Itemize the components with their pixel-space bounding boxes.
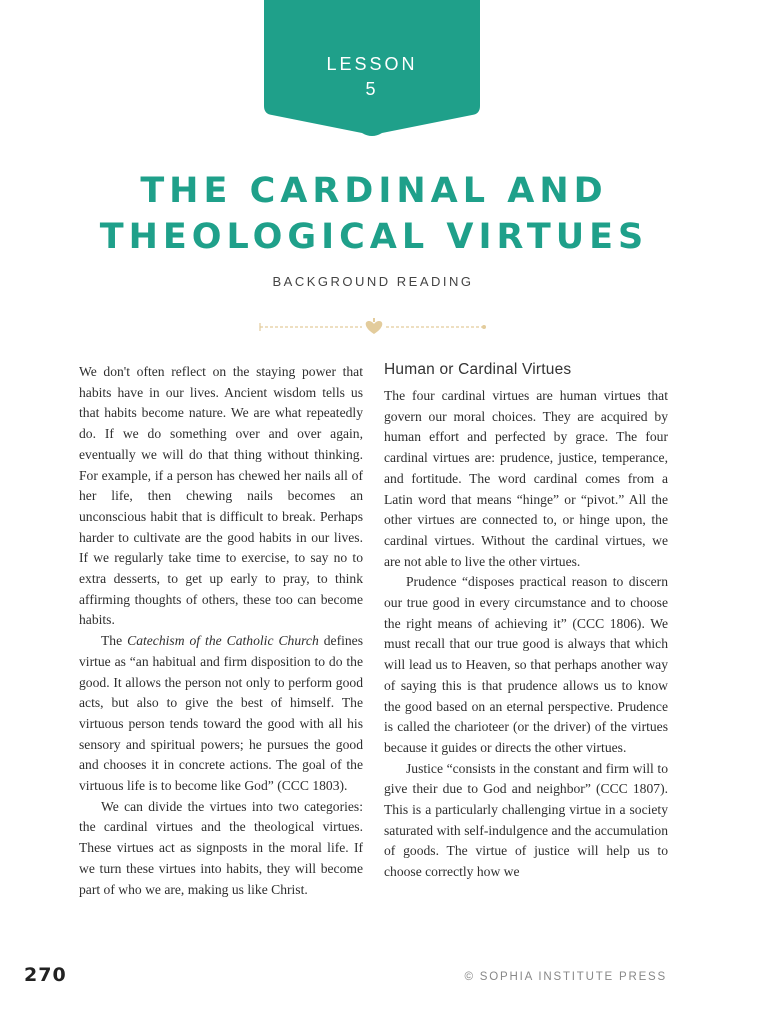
left-paragraph-2-lead: The: [101, 633, 128, 649]
ornamental-divider: [258, 318, 490, 336]
heart-icon: [366, 318, 383, 334]
page-number: 270: [24, 964, 67, 986]
catechism-title: Catechism of the Catholic Church: [127, 633, 319, 649]
left-paragraph-3: We can divide the virtues into two categories: the cardinal virtues and the theological virtues. These virtues act as signposts in the moral life. If we turn these virtues into habits, they will become part of who we are, making us like Christ.: [79, 798, 363, 897]
left-paragraph-1: We don't often reflect on the staying power that habits have in our lives. Ancient wisdom tells us that habits become nature. We are what repeatedly do. If we do something over and over again, eventually we will do that thing without thinking. For example, if a person has chewed her nails all of her life, then chewing nails becomes an unconscious habit that is difficult to break. Perhaps harder to cultivate are the good habits in our lives. If we regularly take time to exercise, to say no to extra desserts, to get up early to pray, to think affirming thoughts of others, these too can become habits.: [79, 364, 363, 628]
left-column: [79, 362, 363, 900]
right-paragraph-2: Prudence “disposes practical reason to discern our true good in every circumstance and to choose the right means of achieving it” (CCC 1806). We must recall that our true good is always that which will lead us to Heaven, so that perhaps another way of saying this is that prudence allows us to know the good based on an eternal perspective. Prudence is called the charioteer (or the driver) of the virtues because it guides or directs the other virtues.: [384, 574, 668, 755]
page-subtitle: BACKGROUND READING: [272, 274, 474, 289]
lesson-badge: [264, 0, 480, 138]
right-paragraph-1: The four cardinal virtues are human virtues that govern our moral choices. They are acquired by human effort and perfected by grace. The four cardinal virtues are: prudence, justice, temperance, and fortitude. The word cardinal comes from a Latin word that means “hinge” or “pivot.” All the other virtues are connected to, or hinge upon, the cardinal virtues. Without the cardinal virtues, we are not able to live the other virtues.: [384, 388, 668, 569]
left-paragraph-2-body: defines virtue as “an habitual and firm disposition to do the good. It allows the person not only to perform good acts, but also to give the best of himself. The virtuous person tends toward the good with all his sensory and spiritual powers; he pursues the good and chooses it in concrete actions. The goal of the virtuous life is to become like God” (CCC 1803).: [79, 633, 363, 794]
page-title: [0, 168, 748, 260]
right-paragraph-3: Justice “consists in the constant and firm will to give their due to God and neighbor” (CCC 1807). This is a particularly challenging virtue in a society saturated with self-indulgence and the accumulation of goods. The virtue of justice will help us to choose correctly how we: [384, 760, 668, 880]
lesson-label-block: [264, 52, 480, 102]
title-line-2: THEOLOGICAL VIRTUES: [99, 217, 649, 257]
left-paragraph-2: [79, 631, 363, 797]
lesson-label: LESSON: [326, 54, 418, 74]
publisher-credit: © SOPHIA INSTITUTE PRESS: [464, 971, 667, 983]
right-column: [384, 386, 668, 883]
lesson-number: 5: [365, 79, 379, 99]
section-heading: Human or Cardinal Virtues: [384, 361, 572, 378]
title-line-1: THE CARDINAL AND: [140, 171, 608, 211]
